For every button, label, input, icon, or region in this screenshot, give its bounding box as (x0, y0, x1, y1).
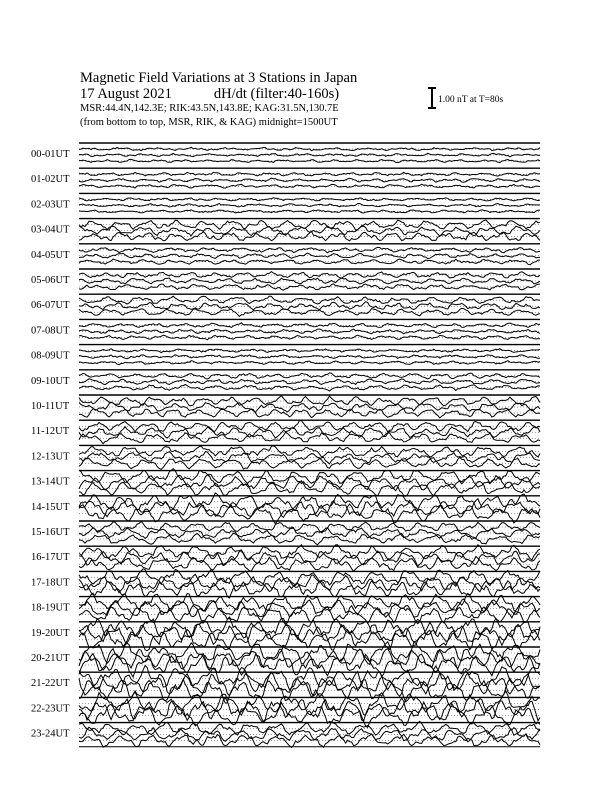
chart-date: 17 August 2021 (80, 86, 172, 102)
hour-label: 15-16UT (31, 527, 70, 538)
hour-row (31, 618, 540, 651)
trace-rik (79, 355, 540, 359)
trace-kag (79, 349, 540, 353)
hour-row (31, 493, 540, 524)
hour-label: 01-02UT (31, 174, 70, 186)
hour-row (31, 593, 540, 624)
station-coordinates: MSR:44.4N,142.3E; RIK:43.5N,143.8E; KAG:31.5N,130.7E (80, 103, 339, 114)
hour-label: 00-01UT (31, 149, 70, 160)
hour-label: 09-10UT (31, 375, 70, 387)
hour-row (31, 294, 540, 316)
hour-row (31, 420, 540, 444)
trace-msr (79, 259, 540, 265)
hour-label: 07-08UT (31, 325, 70, 337)
trace-rik (79, 379, 540, 385)
hour-row (31, 469, 540, 497)
hour-label: 16-17UT (31, 552, 70, 564)
trace-rik (79, 153, 540, 157)
chart-title: Magnetic Field Variations at 3 Stations in Japan (80, 70, 358, 86)
hour-row (31, 219, 540, 241)
hour-row (31, 721, 540, 747)
hour-label: 14-15UT (31, 501, 70, 513)
hour-row (31, 168, 540, 188)
scale-label: 1.00 nT at T=80s (438, 95, 504, 105)
hour-row (31, 569, 540, 598)
trace-rik (79, 178, 540, 182)
hour-row (31, 244, 540, 265)
hour-label: 04-05UT (31, 249, 70, 261)
hour-label: 18-19UT (31, 602, 70, 614)
hour-row (31, 521, 540, 545)
hour-label: 08-09UT (31, 350, 70, 362)
station-order-note: (from bottom to top, MSR, RIK, & KAG) midnight=1500UT (80, 117, 338, 128)
hour-label: 23-24UT (31, 728, 70, 740)
hour-label: 22-23UT (31, 703, 70, 715)
hour-label: 03-04UT (31, 224, 70, 236)
hour-label: 02-03UT (31, 199, 70, 211)
hour-label: 11-12UT (31, 426, 70, 438)
hour-row (31, 193, 540, 213)
trace-rik (79, 302, 540, 310)
hour-label: 19-20UT (31, 627, 70, 639)
hour-row (31, 269, 540, 290)
hour-label: 12-13UT (31, 451, 70, 463)
hour-row (31, 345, 540, 365)
hour-label: 05-06UT (31, 275, 70, 286)
hour-label: 17-18UT (31, 577, 70, 589)
hour-label: 06-07UT (31, 300, 70, 312)
trace-msr (79, 210, 540, 213)
hour-label: 20-21UT (31, 653, 70, 664)
hour-row (31, 143, 540, 163)
trace-kag (79, 323, 540, 328)
hour-row (31, 370, 540, 391)
trace-kag (79, 247, 540, 252)
hour-label: 10-11UT (31, 401, 70, 412)
trace-msr (79, 231, 540, 241)
trace-msr (79, 679, 540, 704)
hour-row (31, 445, 540, 469)
hour-row (31, 395, 540, 418)
trace-rik (79, 698, 540, 722)
hour-row (31, 319, 540, 339)
chart-quantity: dH/dt (filter:40-160s) (213, 86, 340, 102)
trace-msr (79, 556, 540, 571)
hour-label: 21-22UT (31, 678, 70, 690)
hour-label: 13-14UT (31, 476, 70, 488)
hour-row (31, 545, 540, 572)
